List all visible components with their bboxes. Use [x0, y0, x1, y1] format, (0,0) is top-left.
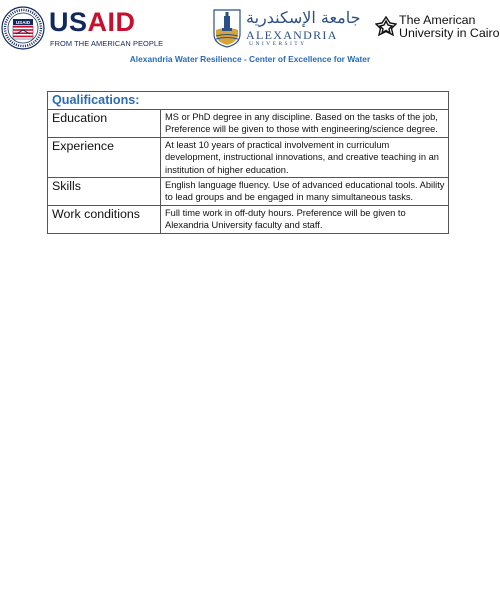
row-label-skills: Skills	[48, 178, 161, 206]
row-text-experience: At least 10 years of practical involvement in curriculum development, instructional innovations, and creative teaching in an institution of higher education.	[161, 137, 449, 177]
qualifications-table	[47, 91, 449, 234]
alexandria-name: ALEXANDRIA	[246, 28, 338, 42]
alexandria-sub: UNIVERSITY	[249, 41, 307, 47]
alexandria-university-logo	[208, 8, 361, 52]
usaid-seal-icon	[1, 6, 45, 50]
usaid-wordmark	[49, 7, 136, 37]
row-label-work-conditions: Work conditions	[48, 205, 161, 233]
table-row	[48, 178, 449, 206]
row-text-skills: English language fluency. Use of advanced educational tools. Ability to lead groups and be engaged in many simultaneous tasks.	[161, 178, 449, 206]
usaid-wordmark-us: US	[49, 7, 88, 37]
lighthouse-icon	[212, 8, 242, 48]
document-subtitle: Alexandria Water Resilience - Center of Excellence for Water	[129, 54, 371, 64]
alexandria-arabic-name: جامعة الإسكندرية	[246, 8, 361, 27]
qualifications-header-row	[48, 92, 449, 110]
auc-name-line1: The American	[399, 13, 476, 27]
row-text-education: MS or PhD degree in any discipline. Based on the tasks of the job, Preference will be given to those with engineering/science degree.	[161, 110, 449, 138]
table-row	[48, 205, 449, 233]
row-label-experience: Experience	[48, 137, 161, 177]
auc-name-line2: University in Cairo	[399, 26, 500, 40]
table-row	[48, 110, 449, 138]
auc-logo	[375, 13, 500, 44]
page-header	[0, 0, 500, 66]
auc-name	[399, 14, 500, 40]
row-label-education: Education	[48, 110, 161, 138]
row-text-work-conditions: Full time work in off-duty hours. Preference will be given to Alexandria University faculty and staff.	[161, 205, 449, 233]
qualifications-heading: Qualifications:	[48, 92, 449, 110]
usaid-tagline: FROM THE AMERICAN PEOPLE	[50, 39, 164, 48]
usaid-wordmark-aid: AID	[87, 7, 136, 37]
table-row	[48, 137, 449, 177]
usaid-logo	[1, 3, 164, 49]
auc-emblem-icon	[375, 15, 397, 37]
usaid-seal-inner-text: USAID	[15, 19, 31, 25]
